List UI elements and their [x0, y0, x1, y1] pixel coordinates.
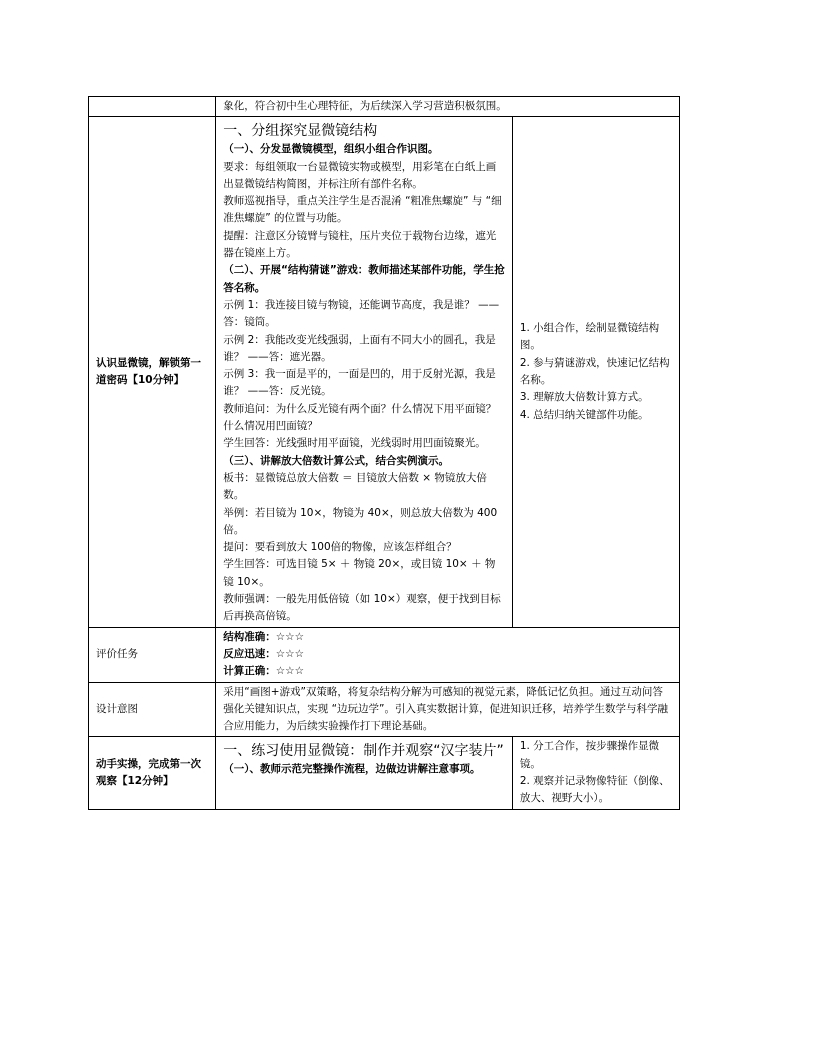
label-cell — [89, 97, 216, 117]
table-row — [89, 737, 680, 809]
section-label: 设计意图 — [89, 682, 216, 737]
paragraph: 学生回答：光线强时用平面镜，光线弱时用凹面镜聚光。 — [223, 437, 486, 450]
paragraph: 要求：每组领取一台显微镜实物或模型，用彩笔在白纸上画出显微镜结构简图，并标注所有部件名称。 — [223, 160, 497, 190]
paragraph: 1. 小组合作，绘制显微镜结构图。 — [519, 322, 660, 352]
paragraph: 计算正确：☆☆☆ — [223, 665, 304, 678]
paragraph: （一）、分发显微镜模型，组织小组合作识图。 — [223, 143, 439, 156]
paragraph: 示例 3：我一面是平的，一面是凹的，用于反射光源，我是谁？ ——答：反光镜。 — [223, 368, 496, 398]
section-paragraphs — [223, 141, 505, 625]
paragraph: 教师强调：一般先用低倍镜（如 10×）观察，便于找到目标后再换高倍镜。 — [223, 593, 501, 623]
student-activity-cell — [512, 117, 679, 627]
paragraph: 示例 1：我连接目镜与物镜，还能调节高度，我是谁？ ——答：镜筒。 — [223, 298, 500, 329]
student-activity-list — [520, 320, 672, 424]
paragraph: 示例 2：我能改变光线强弱，上面有不同大小的圆孔，我是谁？ ——答：遮光器。 — [223, 333, 496, 363]
content-cell — [216, 97, 680, 117]
section-label: 评价任务 — [89, 627, 216, 682]
paragraph: 板书：显微镜总放大倍数 ＝ 目镜放大倍数 × 物镜放大倍数。 — [223, 471, 487, 502]
paragraph: 学生回答：可选目镜 5× ＋ 物镜 20×，或目镜 10× ＋ 物镜 10×。 — [223, 558, 496, 588]
content-cell — [216, 117, 513, 627]
paragraph: 2. 参与猜谜游戏，快速记忆结构名称。 — [519, 356, 670, 386]
paragraph: （二）、开展“结构猜谜”游戏：教师描述某部件功能，学生抢答名称。 — [223, 264, 505, 294]
evaluation-list — [223, 629, 672, 681]
lesson-plan-page — [88, 96, 680, 810]
paragraph: 结构准确：☆☆☆ — [223, 630, 304, 643]
student-activity-cell — [512, 737, 679, 809]
paragraph: 4. 总结归纳关键部件功能。 — [519, 408, 649, 421]
table-row — [89, 627, 680, 682]
continuation-text: 象化，符合初中生心理特征，为后续深入学习营造积极氛围。 — [223, 100, 507, 112]
paragraph: 提醒：注意区分镜臂与镜柱，压片夹位于载物台边缘，遮光器在镜座上方。 — [223, 229, 497, 260]
content-cell — [216, 682, 680, 737]
table-row — [89, 117, 680, 627]
section-heading: 一、分组探究显微镜结构 — [223, 123, 378, 140]
design-intent-text: 采用“画图+游戏”双策略，将复杂结构分解为可感知的视觉元素，降低记忆负担。通过互动问答强化关键知识点，实现 “边玩边学”。引入真实数据计算，促进知识迁移，培养学生数学与科学融合应用能力，为后续实验操作打下理论基础。 — [223, 685, 668, 733]
paragraph: 1. 分工合作，按步骤操作显微镜。 — [519, 740, 660, 770]
section-label: 动手实操，完成第一次观察【12分钟】 — [89, 737, 216, 809]
step-paragraph: （一）、教师示范完整操作流程，边做边讲解注意事项。 — [223, 763, 481, 776]
paragraph: 2. 观察并记录物像特征（倒像、放大、视野大小）。 — [519, 774, 670, 805]
section-label: 认识显微镜，解锁第一道密码【10分钟】 — [89, 117, 216, 627]
content-cell — [216, 737, 513, 809]
section-heading: 一、练习使用显微镜：制作并观察“汉字装片” — [223, 743, 504, 760]
student-activity-list — [520, 738, 672, 807]
lesson-plan-table — [88, 96, 680, 810]
content-cell — [216, 627, 680, 682]
paragraph: 3. 理解放大倍数计算方式。 — [519, 391, 649, 404]
paragraph: （三）、讲解放大倍数计算公式，结合实例演示。 — [223, 454, 449, 467]
paragraph: 反应迅速：☆☆☆ — [223, 647, 304, 660]
paragraph: 教师追问：为什么反光镜有两个面？什么情况下用平面镜？什么情况用凹面镜？ — [223, 402, 497, 433]
paragraph: 举例：若目镜为 10×，物镜为 40×，则总放大倍数为 400倍。 — [223, 506, 498, 536]
paragraph: 教师巡视指导，重点关注学生是否混淆 “粗准焦螺旋” 与 “细准焦螺旋” 的位置与功能。 — [223, 195, 502, 225]
table-row — [89, 682, 680, 737]
paragraph: 提问：要看到放大 100倍的物像，应该怎样组合？ — [223, 541, 457, 554]
table-row — [89, 97, 680, 117]
